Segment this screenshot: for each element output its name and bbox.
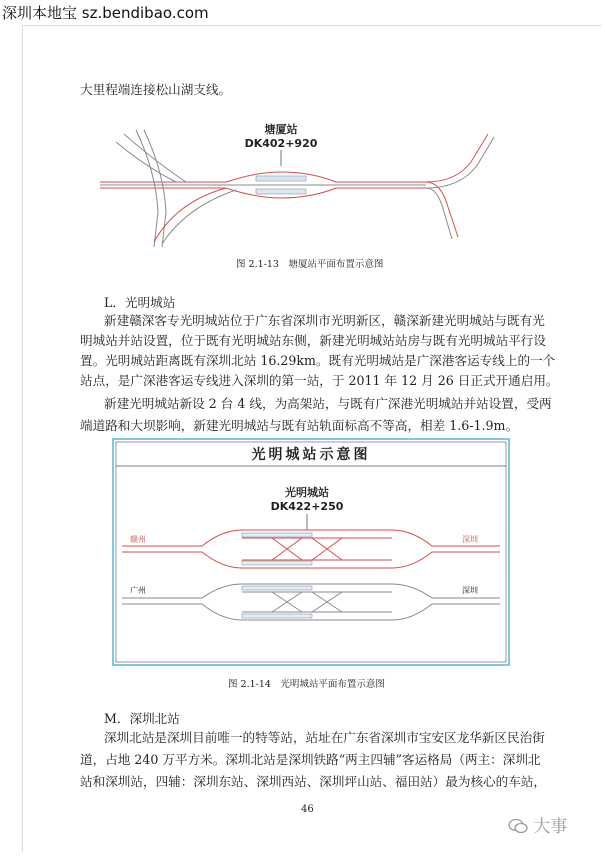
wechat-icon — [508, 818, 528, 834]
intro-line: 大里程端连接松山湖支线。 — [80, 82, 232, 97]
fig1-mileage: DK402+920 — [244, 137, 318, 150]
guangmingcheng-station-diagram — [112, 438, 510, 666]
section-l-para2-line1: 新建光明城站新设 2 台 4 线，为高架站，与既有广深港光明城站并站设置，受两 — [104, 396, 552, 411]
fig2-label-left-bottom: 广州 — [130, 586, 146, 595]
fig1-caption: 图 2.1-13 塘厦站平面布置示意图 — [236, 259, 384, 270]
section-l-heading: L．光明城站 — [104, 295, 176, 310]
site-name[interactable]: 深圳本地宝 sz.bendibao.com — [2, 4, 209, 22]
section-l-para1-line4: 站点，是广深港客运专线进入深圳的第一站，于 2011 年 12 月 26 日正式开通启用。 — [80, 373, 559, 388]
fig2-mileage: DK422+250 — [270, 500, 344, 513]
fig2-caption: 图 2.1-14 光明城站平面布置示意图 — [228, 679, 385, 690]
fig2-station-name: 光明城站 — [285, 486, 329, 499]
section-m-line2: 道，占地 240 万平方米。深圳北站是深圳铁路“两主四辅”客运格局（两主：深圳北 — [80, 752, 541, 767]
site-header — [0, 0, 605, 26]
fig2-label-right-top: 深圳 — [462, 535, 478, 544]
tangxia-station-diagram — [96, 112, 508, 252]
section-l-para2-line2: 端道路和大坝影响，新建光明城站与既有站轨面标高不等高，相差 1.6-1.9m。 — [80, 418, 519, 433]
section-m-line1: 深圳北站是深圳目前唯一的特等站，站址在广东省深圳市宝安区龙华新区民治街 — [104, 730, 545, 745]
section-l-para1-line3: 置。光明城站距离既有深圳北站 16.29km。既有光明城站是广深港客运专线上的一个 — [80, 353, 556, 368]
fig2-label-right-bottom: 深圳 — [462, 586, 478, 595]
page-number: 46 — [301, 804, 314, 815]
fig2-label-left-top: 赣州 — [130, 535, 146, 544]
wechat-watermark — [508, 812, 567, 837]
section-l-para1-line1: 新建赣深客专光明城站位于广东省深圳市光明新区，赣深新建光明城站与既有光 — [104, 313, 545, 328]
fig1-station-name: 塘厦站 — [264, 123, 298, 136]
watermark-text: 大事 — [533, 817, 568, 837]
fig2-title: 光明城站示意图 — [251, 447, 371, 463]
section-m-heading: M．深圳北站 — [104, 711, 180, 726]
section-l-para1-line2: 明城站并站设置，位于既有光明城站东侧，新建光明城站站房与既有光明城站平行设 — [80, 333, 546, 348]
section-m-line3: 站和深圳站，四辅：深圳东站、深圳西站、深圳坪山站、福田站）最为核心的车站， — [80, 774, 546, 789]
